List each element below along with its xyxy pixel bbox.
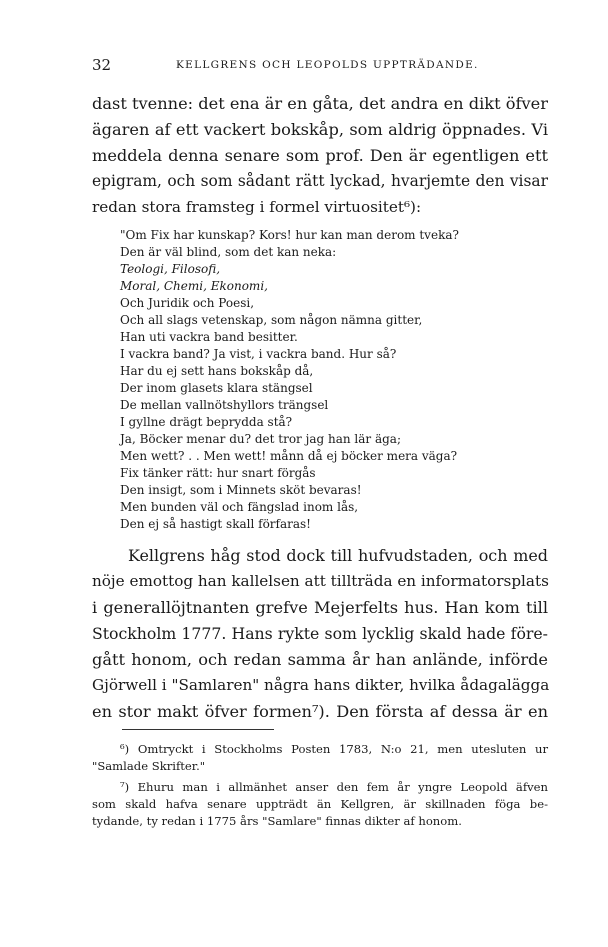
page-number: 32: [92, 56, 112, 74]
footnote-line: tydande, ty redan i 1775 års "Samlare" finnas dikter af honom.: [92, 814, 462, 828]
running-title: KELLGRENS OCH LEOPOLDS UPPTRÄDANDE.: [176, 59, 479, 71]
intro-line: meddela denna senare som prof. Den är egentligen ett: [92, 146, 548, 165]
footnote-line: ⁶) Omtryckt i Stockholms Posten 1783, N:o 21, men utesluten ur: [120, 742, 548, 756]
poem-line: Och Juridik och Poesi,: [120, 296, 255, 310]
poem-line: "Om Fix har kunskap? Kors! hur kan man derom tveka?: [120, 228, 459, 242]
poem-line: Ja, Böcker menar du? det tror jag han lär äga;: [120, 432, 401, 446]
poem-line: Han uti vackra band besitter.: [120, 330, 298, 344]
poem-line: Den insigt, som i Minnets sköt bevaras!: [120, 483, 362, 497]
body-line: i generallöjtnanten grefve Mejerfelts hus. Han kom till: [92, 598, 548, 617]
footnote-line: "Samlade Skrifter.": [92, 759, 206, 773]
poem-line: I vackra band? Ja vist, i vackra band. Hur så?: [120, 347, 397, 361]
body-line: nöje emottog han kallelsen att tillträda en informatorsplats: [92, 572, 549, 590]
body-line: Kellgrens håg stod dock till hufvudstaden, och med: [128, 546, 548, 565]
intro-line: redan stora framsteg i formel virtuositet⁶):: [92, 198, 422, 216]
footnote-divider: [122, 729, 274, 730]
poem-line: Den är väl blind, som det kan neka:: [120, 245, 337, 259]
body-line: en stor makt öfver formen⁷). Den första af dessa är en: [92, 702, 548, 721]
poem-line: I gyllne drägt beprydda stå?: [120, 415, 293, 429]
poem-line: Men bunden väl och fängslad inom lås,: [120, 500, 359, 514]
intro-line: ägaren af ett vackert bokskåp, som aldrig öppnades. Vi: [92, 120, 548, 139]
footnote-line: som skald hafva senare uppträdt än Kellgren, är skillnaden föga be-: [92, 797, 548, 811]
intro-line: epigram, och som sådant rätt lyckad, hvarjemte den visar: [92, 172, 548, 190]
body-line: gått honom, och redan samma år han anlände, införde: [92, 650, 548, 669]
poem-line: De mellan vallnötshyllors trängsel: [120, 398, 329, 412]
page-header: [92, 56, 542, 76]
poem-line: Fix tänker rätt: hur snart förgås: [120, 466, 316, 480]
body-line: Gjörwell i "Samlaren" några hans dikter, hvilka ådagalägga: [92, 676, 550, 694]
poem-line: Teologi, Filosofi,: [120, 262, 221, 276]
poem-line: Men wett? . . Men wett! månn då ej böcker mera väga?: [120, 449, 458, 463]
poem-line: Och all slags vetenskap, som någon nämna gitter,: [120, 313, 423, 327]
body-line: Stockholm 1777. Hans rykte som lycklig skald hade före-: [92, 624, 548, 643]
footnote-line: ⁷) Ehuru man i allmänhet anser den fem år yngre Leopold äfven: [120, 780, 548, 794]
poem-line: Den ej så hastigt skall förfaras!: [120, 517, 311, 531]
poem-line: Moral, Chemi, Ekonomi,: [120, 279, 268, 293]
intro-line: dast tvenne: det ena är en gåta, det andra en dikt öfver: [92, 94, 548, 113]
poem-line: Der inom glasets klara stängsel: [120, 381, 313, 395]
poem-line: Har du ej sett hans bokskåp då,: [120, 364, 314, 378]
